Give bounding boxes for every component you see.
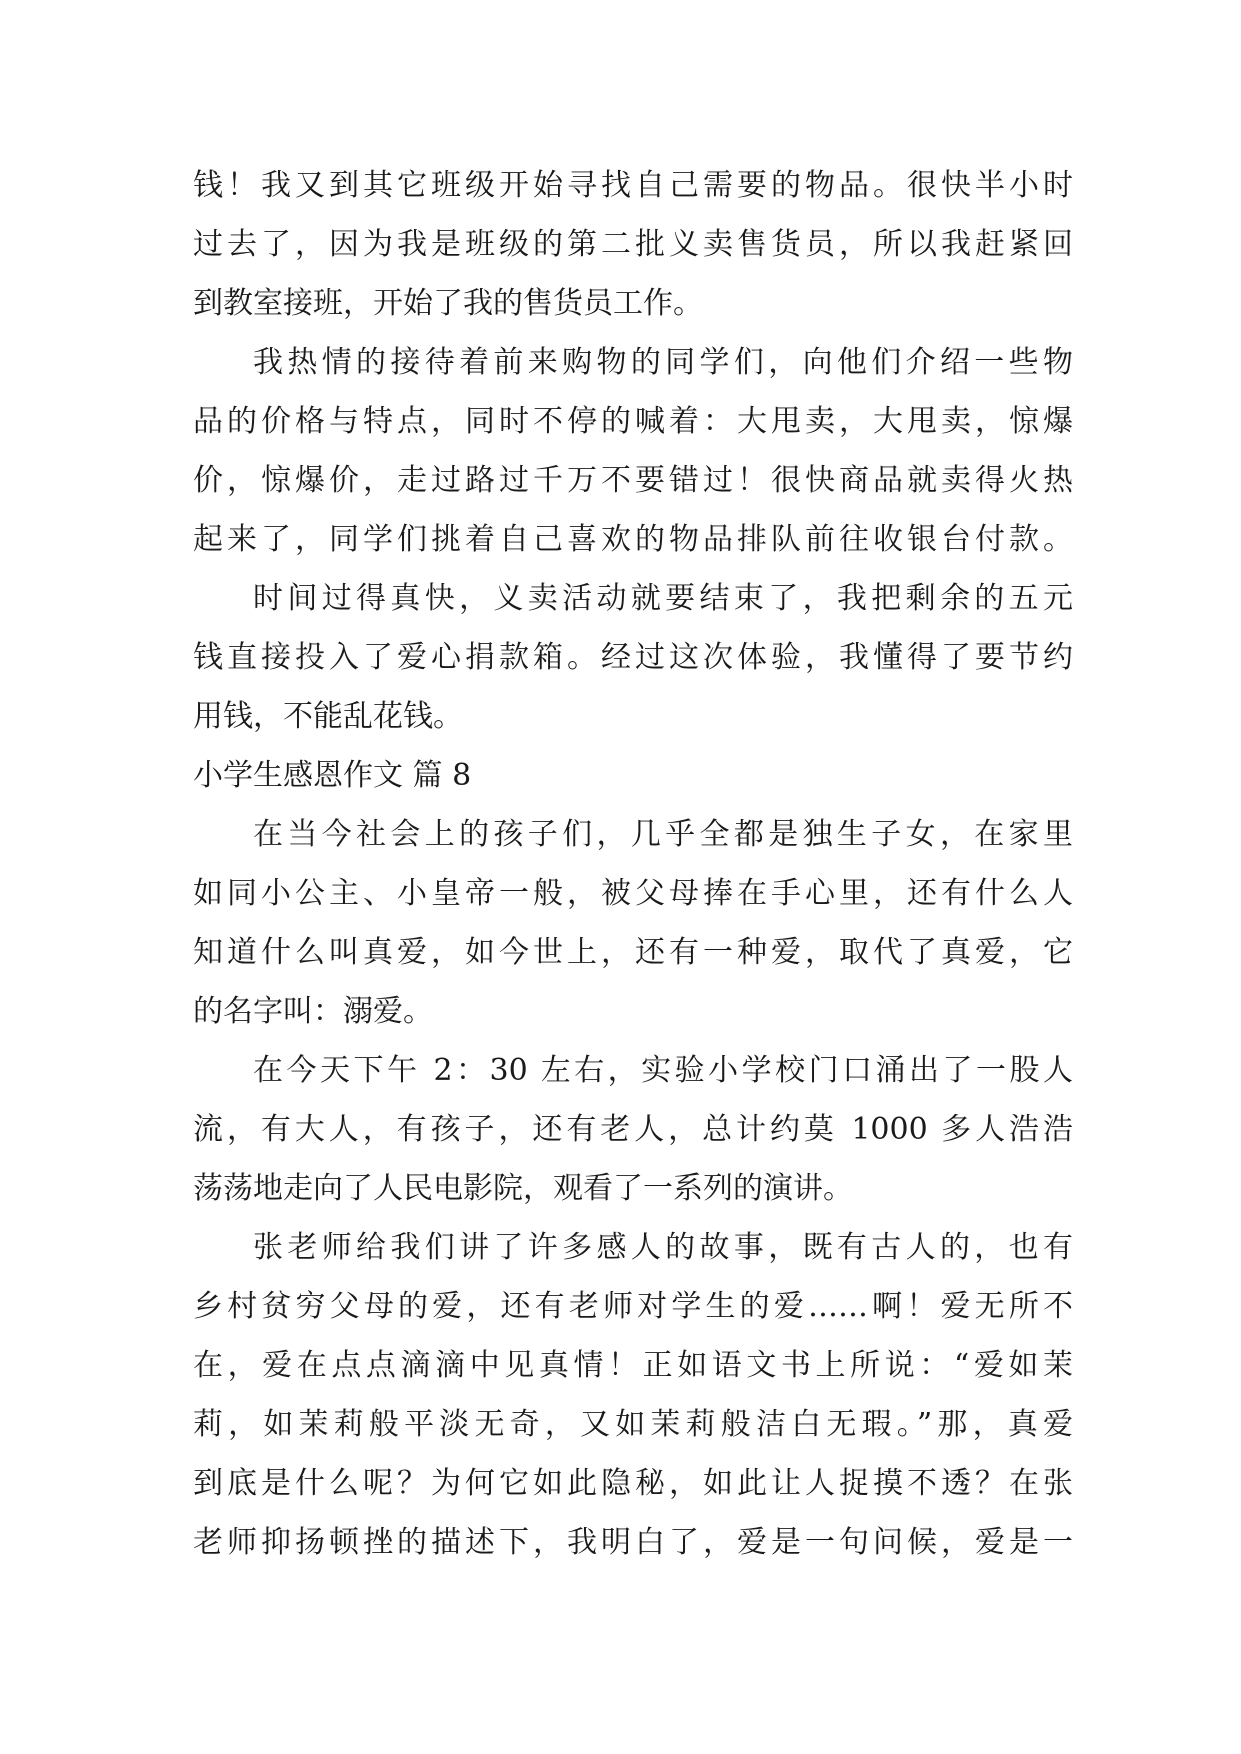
paragraph-3-line-1: 时间过得真快，义卖活动就要结束了，我把剩余的五元	[253, 581, 1073, 616]
paragraph-5-line-2: 流，有大人，有孩子，还有老人，总计约莫 1000 多人浩浩	[193, 1112, 1073, 1147]
paragraph-4-line-2: 如同小公主、小皇帝一般，被父母捧在手心里，还有什么人	[193, 876, 1073, 911]
paragraph-1-line-2: 过去了，因为我是班级的第二批义卖售货员，所以我赶紧回	[193, 227, 1073, 262]
paragraph-6-line-3: 在，爱在点点滴滴中见真情！正如语文书上所说：“爱如茉	[193, 1348, 1073, 1383]
paragraph-4-line-1: 在当今社会上的孩子们，几乎全都是独生子女，在家里	[253, 817, 1073, 852]
paragraph-2-line-3: 价，惊爆价，走过路过千万不要错过！很快商品就卖得火热	[193, 463, 1073, 498]
paragraph-1-line-3: 到教室接班，开始了我的售货员工作。	[193, 286, 703, 321]
paragraph-5-line-3: 荡荡地走向了人民电影院，观看了一系列的演讲。	[193, 1171, 853, 1206]
paragraph-6-line-2: 乡村贫穷父母的爱，还有老师对学生的爱……啊！爱无所不	[193, 1289, 1073, 1324]
paragraph-3-line-3: 用钱，不能乱花钱。	[193, 699, 463, 734]
paragraph-6-line-6: 老师抑扬顿挫的描述下，我明白了，爱是一句问候，爱是一	[193, 1525, 1073, 1560]
paragraph-6-line-5: 到底是什么呢？为何它如此隐秘，如此让人捉摸不透？在张	[193, 1466, 1073, 1501]
paragraph-6-line-1: 张老师给我们讲了许多感人的故事，既有古人的，也有	[253, 1230, 1073, 1265]
paragraph-2-line-1: 我热情的接待着前来购物的同学们，向他们介绍一些物	[253, 345, 1073, 380]
paragraph-4-line-3: 知道什么叫真爱，如今世上，还有一种爱，取代了真爱，它	[193, 935, 1073, 970]
paragraph-6-line-4: 莉，如茉莉般平淡无奇，又如茉莉般洁白无瑕。”那，真爱	[193, 1407, 1073, 1442]
paragraph-2-line-4: 起来了，同学们挑着自己喜欢的物品排队前往收银台付款。	[193, 522, 1073, 557]
paragraph-3-line-2: 钱直接投入了爱心捐款箱。经过这次体验，我懂得了要节约	[193, 640, 1073, 675]
paragraph-1-line-1: 钱！我又到其它班级开始寻找自己需要的物品。很快半小时	[193, 168, 1073, 203]
paragraph-5-line-1: 在今天下午 2：30 左右，实验小学校门口涌出了一股人	[253, 1053, 1073, 1088]
paragraph-2-line-2: 品的价格与特点，同时不停的喊着：大甩卖，大甩卖，惊爆	[193, 404, 1073, 439]
paragraph-4-line-4: 的名字叫：溺爱。	[193, 994, 433, 1029]
section-heading: 小学生感恩作文 篇 8	[193, 758, 472, 793]
